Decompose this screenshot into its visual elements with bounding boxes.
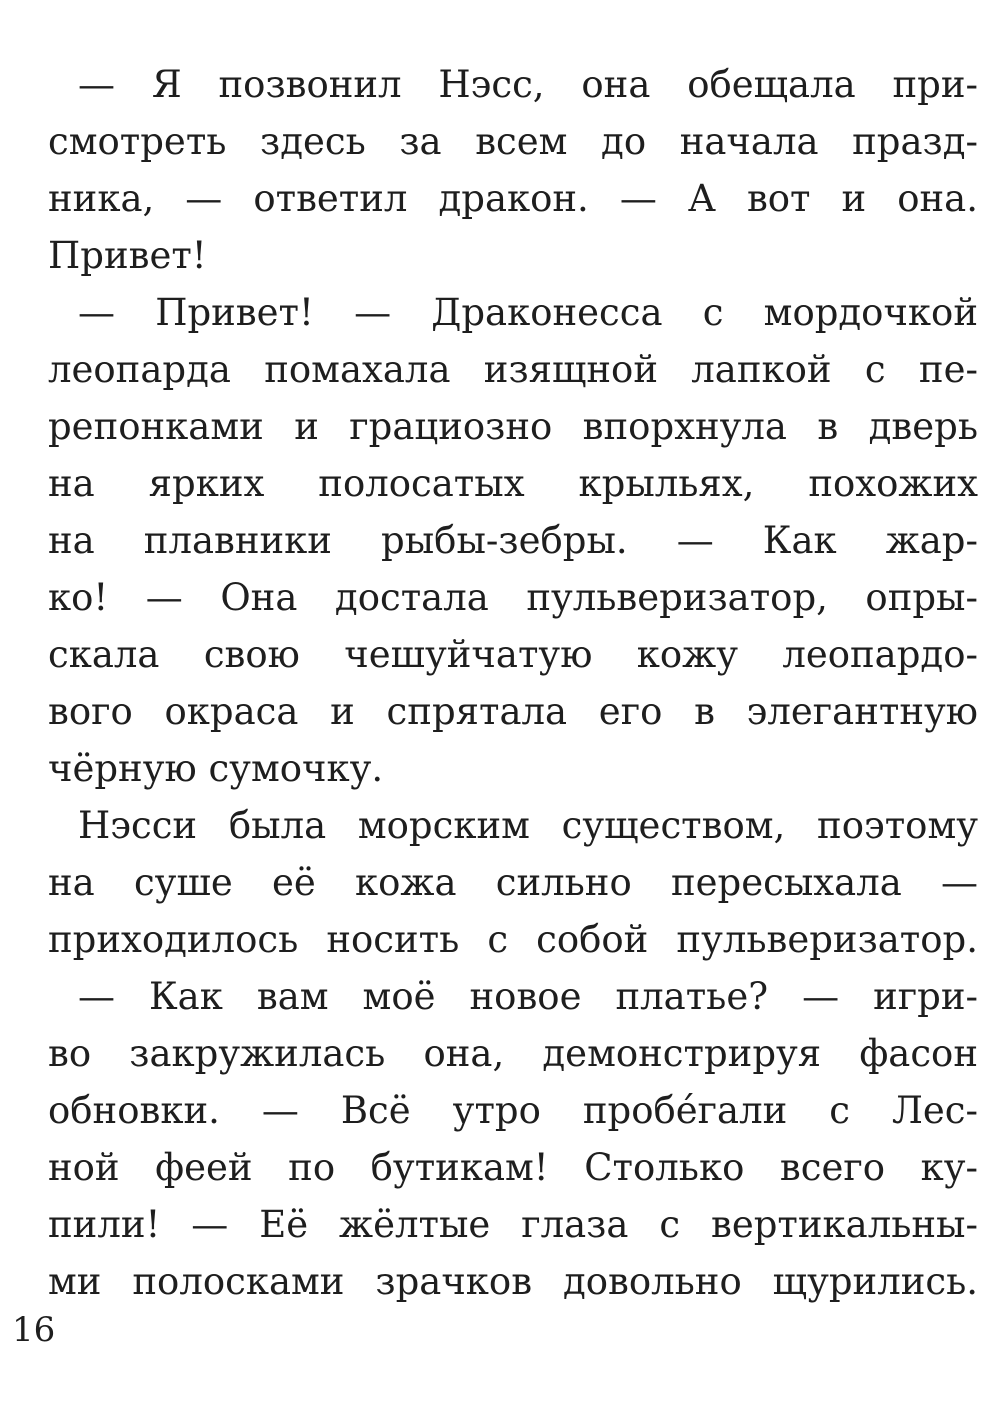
page-number: 16: [12, 1310, 56, 1350]
text-line-4: Привет!: [48, 234, 207, 277]
text-line-16: приходилось носить с собой пульверизатор.: [48, 918, 978, 961]
text-line-22: ми полосками зрачков довольно щурились.: [48, 1260, 978, 1303]
text-line-5: — Привет! — Драконесса с мордочкой: [78, 291, 978, 334]
text-line-9: на плавники рыбы-зебры. — Как жар-: [48, 519, 978, 562]
text-line-17: — Как вам моё новое платье? — игри-: [78, 975, 978, 1018]
text-line-3: ника, — ответил дракон. — А вот и она.: [48, 177, 978, 220]
text-line-8: на ярких полосатых крыльях, похожих: [48, 462, 978, 505]
text-line-19: обновки. — Всё утро пробе́гали с Лес-: [48, 1089, 978, 1132]
text-line-7: репонками и грациозно впорхнула в дверь: [48, 405, 978, 448]
text-line-13: чёрную сумочку.: [48, 747, 384, 790]
text-line-2: смотреть здесь за всем до начала празд-: [48, 120, 978, 163]
text-line-14: Нэсси была морским существом, поэтому: [78, 804, 978, 847]
text-line-6: леопарда помахала изящной лапкой с пе-: [48, 348, 978, 391]
text-line-12: вого окраса и спрятала его в элегантную: [48, 690, 978, 733]
text-line-10: ко! — Она достала пульверизатор, опры-: [48, 576, 978, 619]
text-line-11: скала свою чешуйчатую кожу леопардо-: [48, 633, 978, 676]
text-line-15: на суше её кожа сильно пересыхала —: [48, 861, 978, 904]
text-line-1: — Я позвонил Нэсс, она обещала при-: [78, 63, 978, 106]
text-line-20: ной феей по бутикам! Столько всего ку-: [48, 1146, 978, 1189]
text-line-18: во закружилась она, демонстрируя фасон: [48, 1032, 978, 1075]
text-line-21: пили! — Её жёлтые глаза с вертикальны-: [48, 1203, 978, 1246]
